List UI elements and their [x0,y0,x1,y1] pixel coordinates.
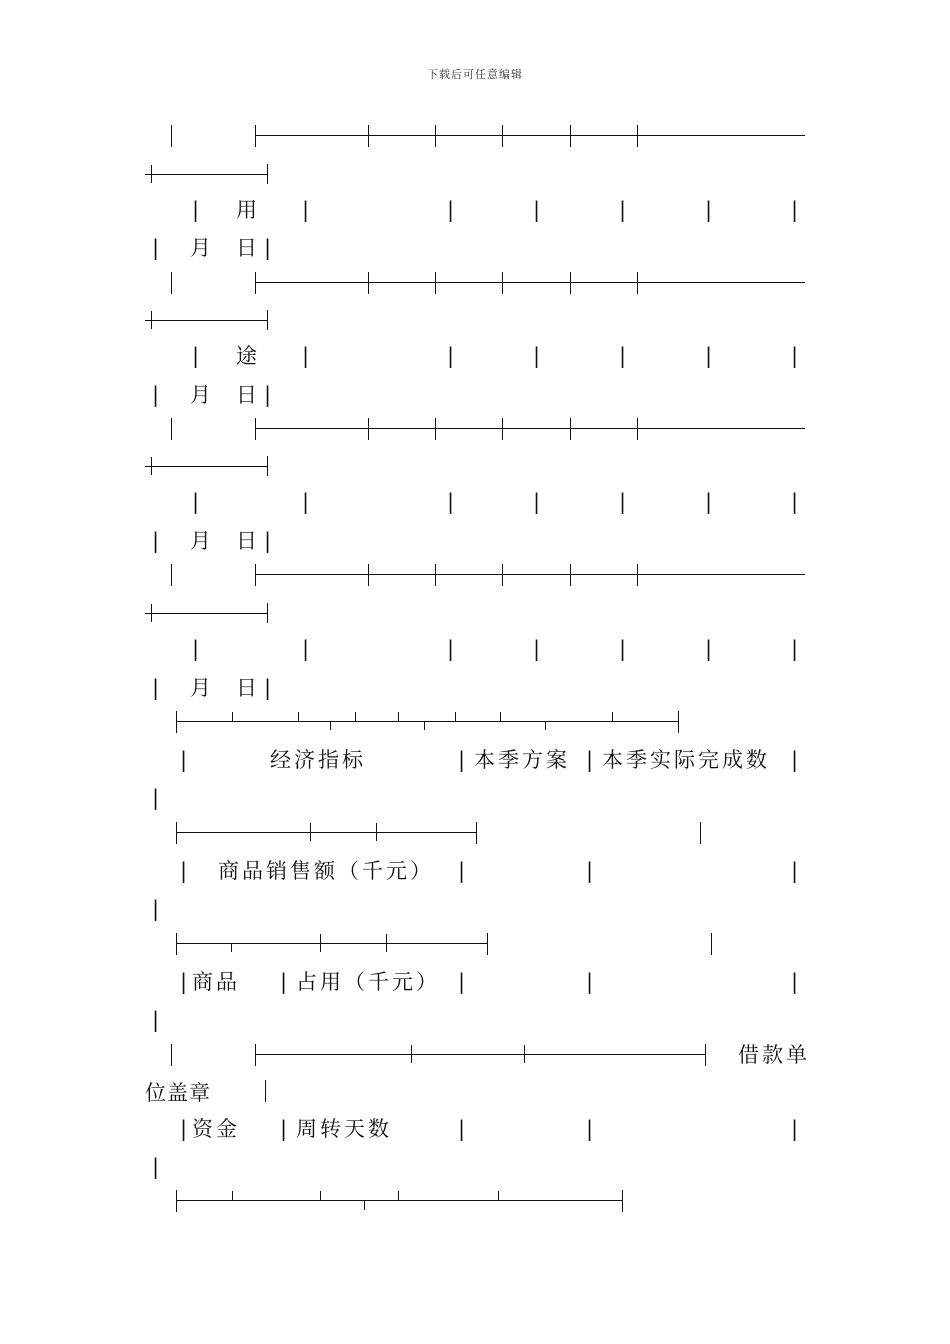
row-sales-label: 商品销售额（千元） [218,859,434,883]
month-label: 月 [190,236,214,260]
row-funds-group-top: 商品 [192,970,240,994]
table-column-divider: | [280,970,288,994]
row-turnover-label: 周转天数 [296,1117,392,1141]
table-column-divider: | [302,198,310,222]
table-border-mark [368,564,369,586]
table-border-mark [298,712,299,721]
table-rule [176,832,476,833]
table-border-mark [398,712,399,721]
table-border-mark [637,564,638,586]
table-border-mark [376,823,377,841]
table-border-mark [570,418,571,440]
table-rule [255,1054,705,1055]
table-border-mark [386,934,387,952]
table-rule [145,174,267,175]
table-border-mark [255,418,256,440]
table-border-mark [678,711,679,733]
table-column-divider: | [533,490,541,514]
table-border-mark [310,823,311,841]
table-rule [145,320,267,321]
table-rule [145,613,267,614]
table-column-divider: | [192,198,200,222]
table-border-mark [232,1191,233,1200]
table-border-mark [267,310,268,330]
table-border-mark [570,564,571,586]
table-column-divider: | [152,529,160,553]
table-column-divider: | [533,344,541,368]
table-border-mark [524,1045,525,1063]
table-border-mark [637,125,638,147]
table-border-mark [176,822,177,844]
day-label: 日 [236,383,260,407]
month-label: 月 [190,529,214,553]
table-column-divider: | [705,490,713,514]
table-border-mark [255,125,256,147]
table-border-mark [255,272,256,294]
table-border-mark [320,934,321,952]
table-border-mark [398,1191,399,1200]
table-column-divider: | [447,198,455,222]
table-column-divider: | [791,1117,799,1141]
row-occupied-label: 占用（千元） [296,970,440,994]
table-border-mark [151,165,152,183]
header-plan: 本季方案 [474,748,570,772]
table-border-mark [255,564,256,586]
table-rule [255,135,805,136]
table-border-mark [255,1044,256,1066]
table-border-mark [267,164,268,184]
table-column-divider: | [533,198,541,222]
table-column-divider: | [619,637,627,661]
table-border-mark [171,1044,172,1066]
table-border-mark [637,272,638,294]
table-column-divider: | [264,383,272,407]
table-border-mark [151,457,152,475]
table-column-divider: | [152,236,160,260]
table-column-divider: | [192,344,200,368]
header-indicator: 经济指标 [270,748,366,772]
table-rule [145,466,267,467]
table-column-divider: | [152,383,160,407]
table-border-mark [502,125,503,147]
table-border-mark [637,418,638,440]
table-border-mark [176,933,177,955]
table-column-divider: | [264,676,272,700]
table-border-mark [267,603,268,623]
table-border-mark [171,272,172,294]
table-border-mark [171,125,172,147]
row-funds-group-bottom: 资金 [192,1117,240,1141]
table-column-divider: | [152,897,160,921]
table-border-mark [176,1190,177,1212]
table-column-divider: | [447,344,455,368]
table-column-divider: | [264,236,272,260]
table-column-divider: | [192,637,200,661]
table-column-divider: | [791,490,799,514]
page-header-note: 下载后可任意编辑 [427,68,523,81]
table-rule [176,943,487,944]
table-column-divider: | [264,529,272,553]
table-column-divider: | [447,490,455,514]
table-column-divider: | [619,198,627,222]
table-column-divider: | [180,748,188,772]
table-border-mark [364,1200,365,1210]
table-column-divider: | [586,748,594,772]
table-column-divider: | [447,637,455,661]
table-border-mark [151,604,152,622]
table-column-divider: | [791,970,799,994]
table-border-mark [368,272,369,294]
table-border-mark [487,933,488,955]
table-border-mark [435,564,436,586]
day-label: 日 [236,529,260,553]
table-border-mark [435,418,436,440]
table-column-divider: | [152,786,160,810]
table-column-divider: | [180,859,188,883]
table-column-divider: | [791,198,799,222]
table-column-divider: | [192,490,200,514]
table-border-mark [435,272,436,294]
day-label: 日 [236,676,260,700]
table-border-mark [435,125,436,147]
table-border-mark [476,822,477,844]
table-column-divider: | [791,344,799,368]
table-border-mark [622,1190,623,1212]
table-border-mark [171,418,172,440]
table-column-divider: | [791,859,799,883]
table-border-mark [368,418,369,440]
table-column-divider: | [302,637,310,661]
month-label: 月 [190,383,214,407]
table-column-divider: | [586,970,594,994]
table-border-mark [711,933,712,955]
table-border-mark [545,721,546,730]
table-column-divider: | [619,490,627,514]
day-label: 日 [236,236,260,260]
purpose-label-char: 途 [236,344,260,368]
table-column-divider: | [458,1117,466,1141]
table-column-divider: | [619,344,627,368]
table-border-mark [455,712,456,721]
header-actual: 本季实际完成数 [602,748,770,772]
table-border-mark [267,456,268,476]
table-column-divider: | [180,1117,188,1141]
table-column-divider: | [791,637,799,661]
table-rule [255,428,805,429]
table-border-mark [232,712,233,721]
month-label: 月 [190,676,214,700]
table-border-mark [411,1045,412,1063]
table-border-mark [502,272,503,294]
table-border-mark [570,125,571,147]
table-border-mark [320,1191,321,1200]
table-border-mark [570,272,571,294]
table-rule [176,721,678,722]
purpose-label-char: 用 [236,198,260,222]
table-border-mark [500,712,501,721]
table-rule [255,574,805,575]
table-border-mark [151,311,152,329]
table-border-mark [330,721,331,730]
table-column-divider: | [180,970,188,994]
table-border-mark [498,1191,499,1200]
table-column-divider: | [705,637,713,661]
table-border-mark [355,712,356,721]
table-column-divider: | [458,859,466,883]
seal-label-line2: 位盖章 [145,1081,211,1105]
table-border-mark [231,943,232,952]
table-border-mark [502,418,503,440]
table-border-mark [265,1080,266,1102]
table-border-mark [705,1044,706,1066]
table-column-divider: | [533,637,541,661]
table-column-divider: | [152,1008,160,1032]
table-border-mark [368,125,369,147]
table-border-mark [502,564,503,586]
table-column-divider: | [586,859,594,883]
table-column-divider: | [302,344,310,368]
table-column-divider: | [302,490,310,514]
table-rule [255,282,805,283]
table-column-divider: | [152,1155,160,1179]
seal-label-line1: 借款单 [738,1043,810,1067]
table-column-divider: | [586,1117,594,1141]
table-border-mark [171,564,172,586]
table-border-mark [700,822,701,844]
table-column-divider: | [791,748,799,772]
table-column-divider: | [280,1117,288,1141]
table-border-mark [612,712,613,721]
table-rule [176,1200,622,1201]
table-column-divider: | [152,676,160,700]
table-column-divider: | [705,198,713,222]
table-column-divider: | [458,970,466,994]
table-column-divider: | [458,748,466,772]
table-border-mark [176,711,177,733]
table-column-divider: | [705,344,713,368]
table-border-mark [424,721,425,730]
